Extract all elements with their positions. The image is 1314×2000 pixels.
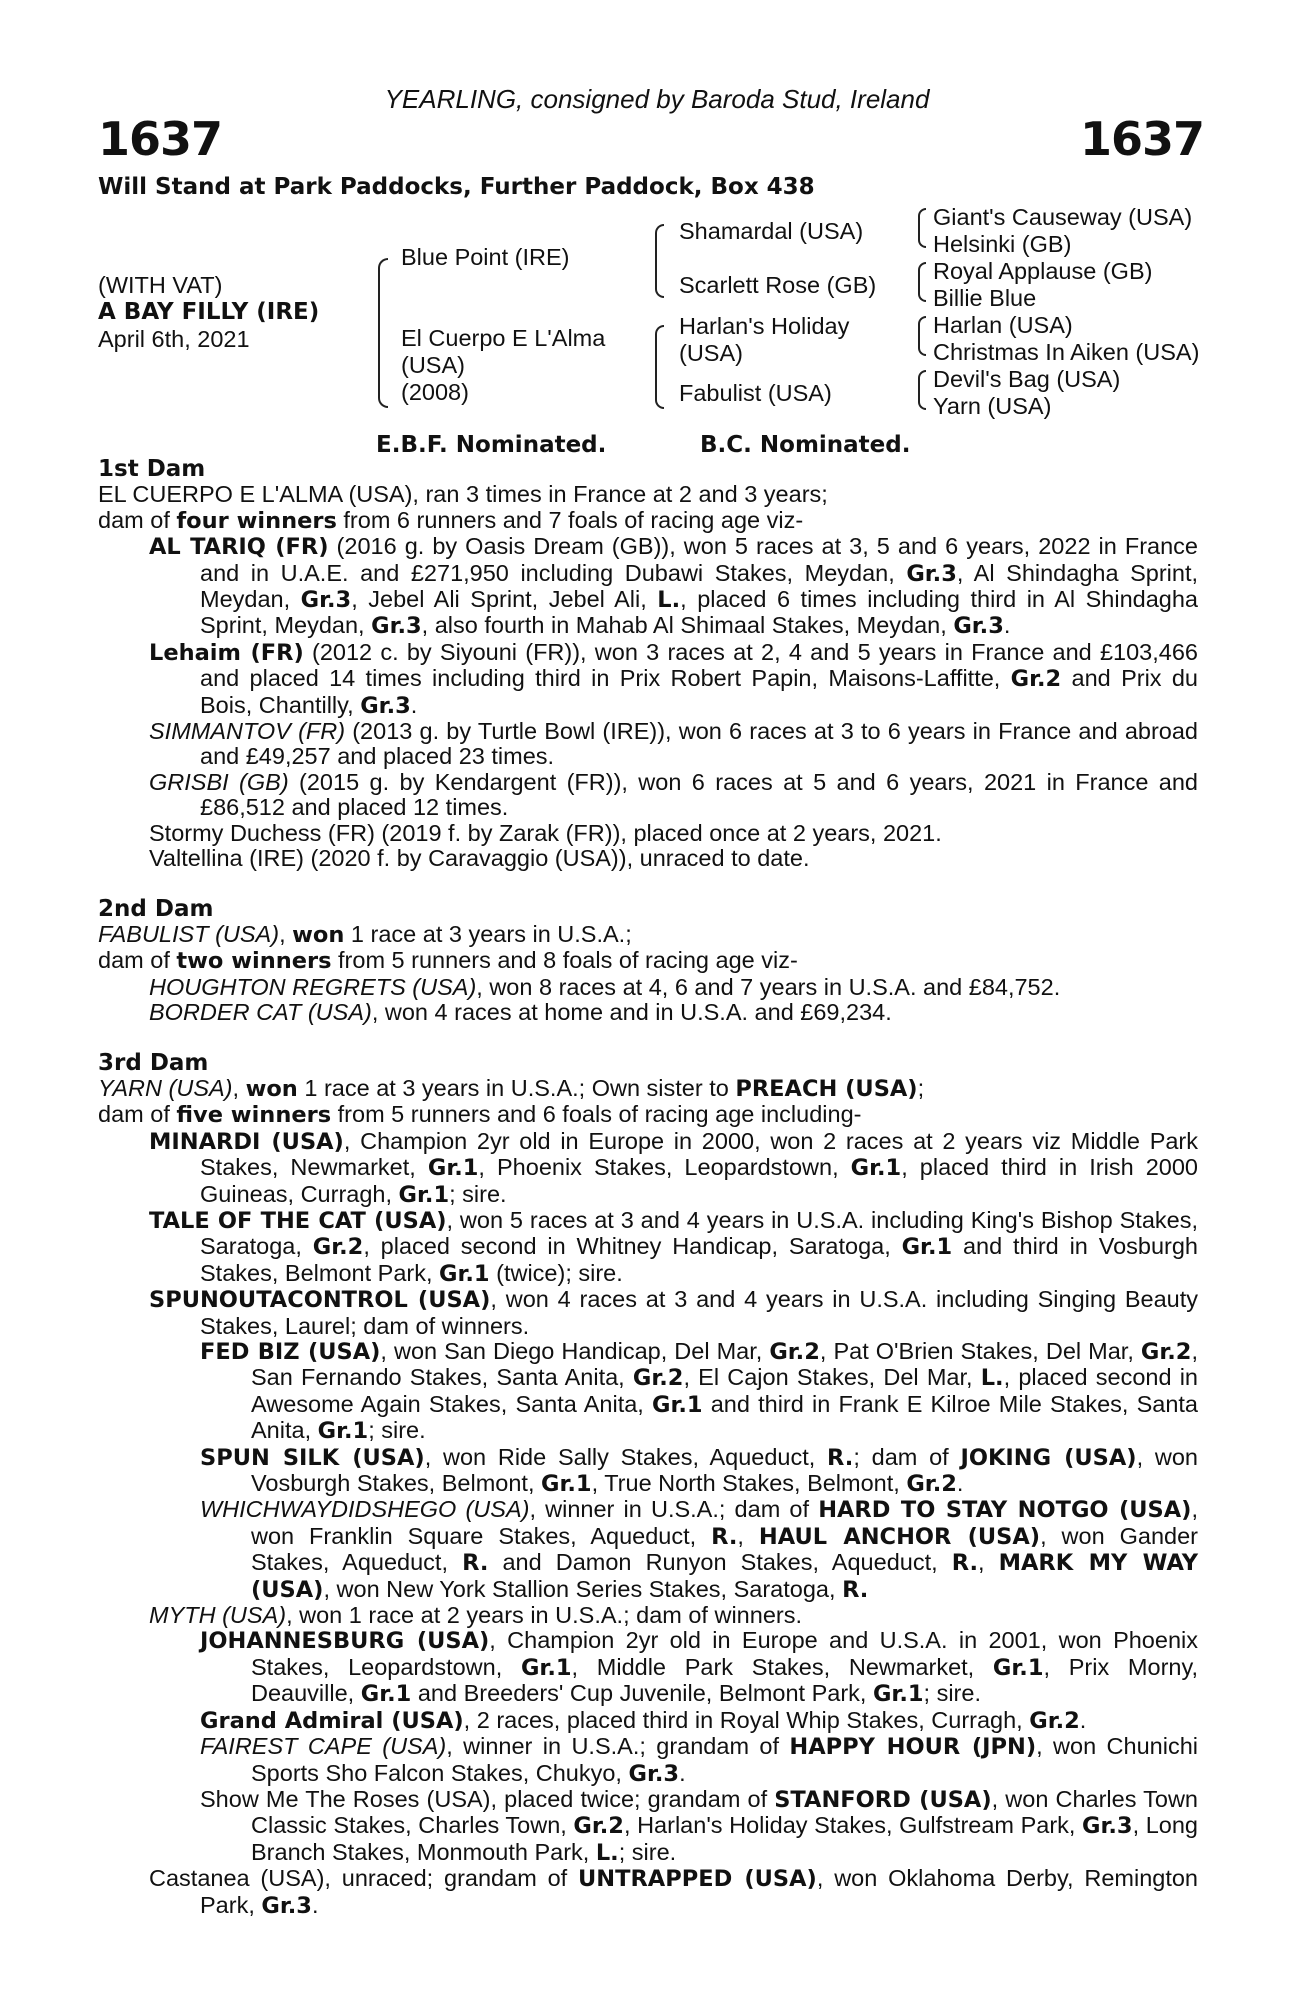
entry-stormy-duchess: Stormy Duchess (FR) (2019 f. by Zarak (FR)), placed once at 2 years, 2021. bbox=[149, 819, 942, 846]
ggsire-1: Giant's Causeway (USA) bbox=[933, 204, 1193, 230]
entry-castanea: Castanea (USA), unraced; grandam of UNTRAPPED (USA), won Oklahoma Derby, Remington Park, Gr.3. bbox=[149, 1865, 1198, 1919]
third-dam-heading: 3rd Dam bbox=[98, 1049, 209, 1076]
entry-grisbi: GRISBI (GB) (2015 g. by Kendargent (FR)), won 6 races at 5 and 6 years, 2021 in France and £86,512 and placed 12 times. bbox=[149, 768, 1198, 821]
lot-number-right: 1637 bbox=[1079, 112, 1204, 166]
entry-minardi: MINARDI (USA), Champion 2yr old in Europe in 2000, won 2 races at 2 years viz Middle Park Stakes, Newmarket, Gr.1, Phoenix Stakes, Leopardstown, Gr.1, placed third in Irish 2000 Guineas, Curragh, Gr.1; sire. bbox=[149, 1127, 1199, 1208]
entry-myth: MYTH (USA), won 1 race at 2 years in U.S.A.; dam of winners. bbox=[149, 1602, 802, 1629]
vat-note: (WITH VAT) bbox=[98, 272, 223, 298]
dam-sire-line-2: (USA) bbox=[679, 340, 743, 366]
catalogue-body bbox=[98, 457, 1198, 1919]
brace-g56 bbox=[918, 316, 926, 356]
ggsire-8: Yarn (USA) bbox=[933, 393, 1052, 419]
entry-johannesburg: JOHANNESBURG (USA), Champion 2yr old in Europe and U.S.A. in 2001, won Phoenix Stakes, Leopardstown, Gr.1, Middle Park Stakes, Newmarket, Gr.1, Prix Morny, Deauville, Gr.1 and Breeders' Cup Juvenile, Belmont Park, Gr.1; sire. bbox=[200, 1627, 1198, 1708]
ebf-nomination: E.B.F. Nominated. bbox=[376, 432, 607, 458]
second-dam-heading: 2nd Dam bbox=[98, 895, 214, 922]
dam-line-3: (2008) bbox=[401, 379, 469, 405]
entry-grand-admiral: Grand Admiral (USA), 2 races, placed third in Royal Whip Stakes, Curragh, Gr.2. bbox=[200, 1706, 1087, 1734]
ggsire-7: Devil's Bag (USA) bbox=[933, 366, 1121, 392]
brace-g78 bbox=[918, 370, 926, 410]
brace-g34 bbox=[918, 262, 926, 302]
ggsire-5: Harlan (USA) bbox=[933, 312, 1073, 338]
entry-fairest-cape: FAIREST CAPE (USA), winner in U.S.A.; grandam of HAPPY HOUR (JPN), won Chunichi Sports Sho Falcon Stakes, Chukyo, Gr.3. bbox=[200, 1733, 1198, 1787]
stand-location: Will Stand at Park Paddocks, Further Paddock, Box 438 bbox=[98, 174, 815, 200]
second-dam-summary: dam of two winners from 5 runners and 8 foals of racing age viz- bbox=[98, 947, 798, 975]
ggsire-3: Royal Applause (GB) bbox=[933, 258, 1153, 284]
lot-number-left: 1637 bbox=[98, 112, 223, 166]
first-dam-intro: EL CUERPO E L'ALMA (USA), ran 3 times in France at 2 and 3 years; bbox=[98, 481, 828, 508]
dam-sire-line-1: Harlan's Holiday bbox=[679, 313, 850, 339]
entry-tale-of-the-cat: TALE OF THE CAT (USA), won 5 races at 3 and 4 years in U.S.A. including King's Bishop Stakes, Saratoga, Gr.2, placed second in Whitney Handicap, Saratoga, Gr.1 and third in Vosburgh Stakes, Belmont Park, Gr.1 (twice); sire. bbox=[149, 1206, 1198, 1287]
brace-dam-side bbox=[655, 325, 664, 409]
dam-dam: Fabulist (USA) bbox=[679, 380, 832, 406]
ggsire-6: Christmas In Aiken (USA) bbox=[933, 339, 1200, 365]
third-dam-intro: YARN (USA), won 1 race at 3 years in U.S.A.; Own sister to PREACH (USA); bbox=[98, 1074, 925, 1102]
first-dam-summary: dam of four winners from 6 runners and 7 foals of racing age viz- bbox=[98, 506, 804, 534]
entry-houghton-regrets: HOUGHTON REGRETS (USA), won 8 races at 4, 6 and 7 years in U.S.A. and £84,752. bbox=[149, 973, 1061, 1000]
third-dam-summary: dam of five winners from 5 runners and 6 foals of racing age including- bbox=[98, 1101, 862, 1129]
sire: Blue Point (IRE) bbox=[401, 244, 570, 270]
foaling-date: April 6th, 2021 bbox=[98, 326, 250, 352]
entry-show-me-the-roses: Show Me The Roses (USA), placed twice; grandam of STANFORD (USA), won Charles Town Classic Stakes, Charles Town, Gr.2, Harlan's Holiday Stakes, Gulfstream Park, Gr.3, Long Branch Stakes, Monmouth Park, L.; sire. bbox=[200, 1785, 1199, 1866]
brace-sire-side bbox=[655, 224, 664, 298]
sire-sire: Shamardal (USA) bbox=[679, 218, 864, 244]
bc-nomination: B.C. Nominated. bbox=[700, 432, 911, 458]
consignment-line: YEARLING, consigned by Baroda Stud, Ireland bbox=[384, 84, 930, 114]
entry-lehaim: Lehaim (FR) (2012 c. by Siyouni (FR)), won 3 races at 2, 4 and 5 years in France and £103,466 and placed 14 times including third in Prix Robert Papin, Maisons-Laffitte, Gr.2 and Prix du Bois, Chantilly, Gr.3. bbox=[149, 638, 1198, 719]
entry-fed-biz: FED BIZ (USA), won San Diego Handicap, Del Mar, Gr.2, Pat O'Brien Stakes, Del Mar, Gr.2, San Fernando Stakes, Santa Anita, Gr.2, El Cajon Stakes, Del Mar, L., placed second in Awesome Again Stakes, Santa Anita, Gr.1 and third in Frank E Kilroe Mile Stakes, Santa Anita, Gr.1; sire. bbox=[200, 1338, 1198, 1445]
entry-spun-silk: SPUN SILK (USA), won Ride Sally Stakes, Aqueduct, R.; dam of JOKING (USA), won Vosburgh Stakes, Belmont, Gr.1, True North Stakes, Belmont, Gr.2. bbox=[200, 1443, 1198, 1498]
entry-whichwaydidshego: WHICHWAYDIDSHEGO (USA), winner in U.S.A.; dam of HARD TO STAY NOTGO (USA), won Franklin Square Stakes, Aqueduct, R., HAUL ANCHOR (USA), won Gander Stakes, Aqueduct, R. and Damon Runyon Stakes, Aqueduct, R., MARK MY WAY (USA), won New York Stallion Series Stakes, Saratoga, R. bbox=[200, 1496, 1198, 1603]
entry-valtellina: Valtellina (IRE) (2020 f. by Caravaggio (USA)), unraced to date. bbox=[149, 845, 810, 872]
entry-border-cat: BORDER CAT (USA), won 4 races at home and in U.S.A. and £69,234. bbox=[149, 999, 892, 1026]
ggsire-4: Billie Blue bbox=[933, 285, 1037, 311]
brace-parents bbox=[378, 258, 388, 408]
ggsire-2: Helsinki (GB) bbox=[933, 231, 1072, 257]
first-dam-heading: 1st Dam bbox=[98, 456, 206, 482]
brace-g12 bbox=[918, 208, 926, 248]
entry-spunoutacontrol: SPUNOUTACONTROL (USA), won 4 races at 3 and 4 years in U.S.A. including Singing Beauty Stakes, Laurel; dam of winners. bbox=[149, 1286, 1198, 1339]
dam-line-2: (USA) bbox=[401, 352, 465, 378]
horse-name: A BAY FILLY (IRE) bbox=[98, 299, 320, 325]
sire-dam: Scarlett Rose (GB) bbox=[679, 272, 877, 298]
dam-line-1: El Cuerpo E L'Alma bbox=[401, 325, 606, 351]
entry-simmantov: SIMMANTOV (FR) (2013 g. by Turtle Bowl (IRE)), won 6 races at 3 to 6 years in France and abroad and £49,257 and placed 23 times. bbox=[149, 718, 1198, 770]
second-dam-intro: FABULIST (USA), won 1 race at 3 years in U.S.A.; bbox=[98, 920, 632, 948]
entry-al-tariq: AL TARIQ (FR) (2016 g. by Oasis Dream (GB)), won 5 races at 3, 5 and 6 years, 2022 in France and in U.A.E. and £271,950 including Dubawi Stakes, Meydan, Gr.3, Al Shindagha Sprint, Meydan, Gr.3, Jebel Ali Sprint, Jebel Ali, L., placed 6 times including third in Al Shindagha Sprint, Meydan, Gr.3, also fourth in Mahab Al Shimaal Stakes, Meydan, Gr.3. bbox=[149, 533, 1199, 640]
